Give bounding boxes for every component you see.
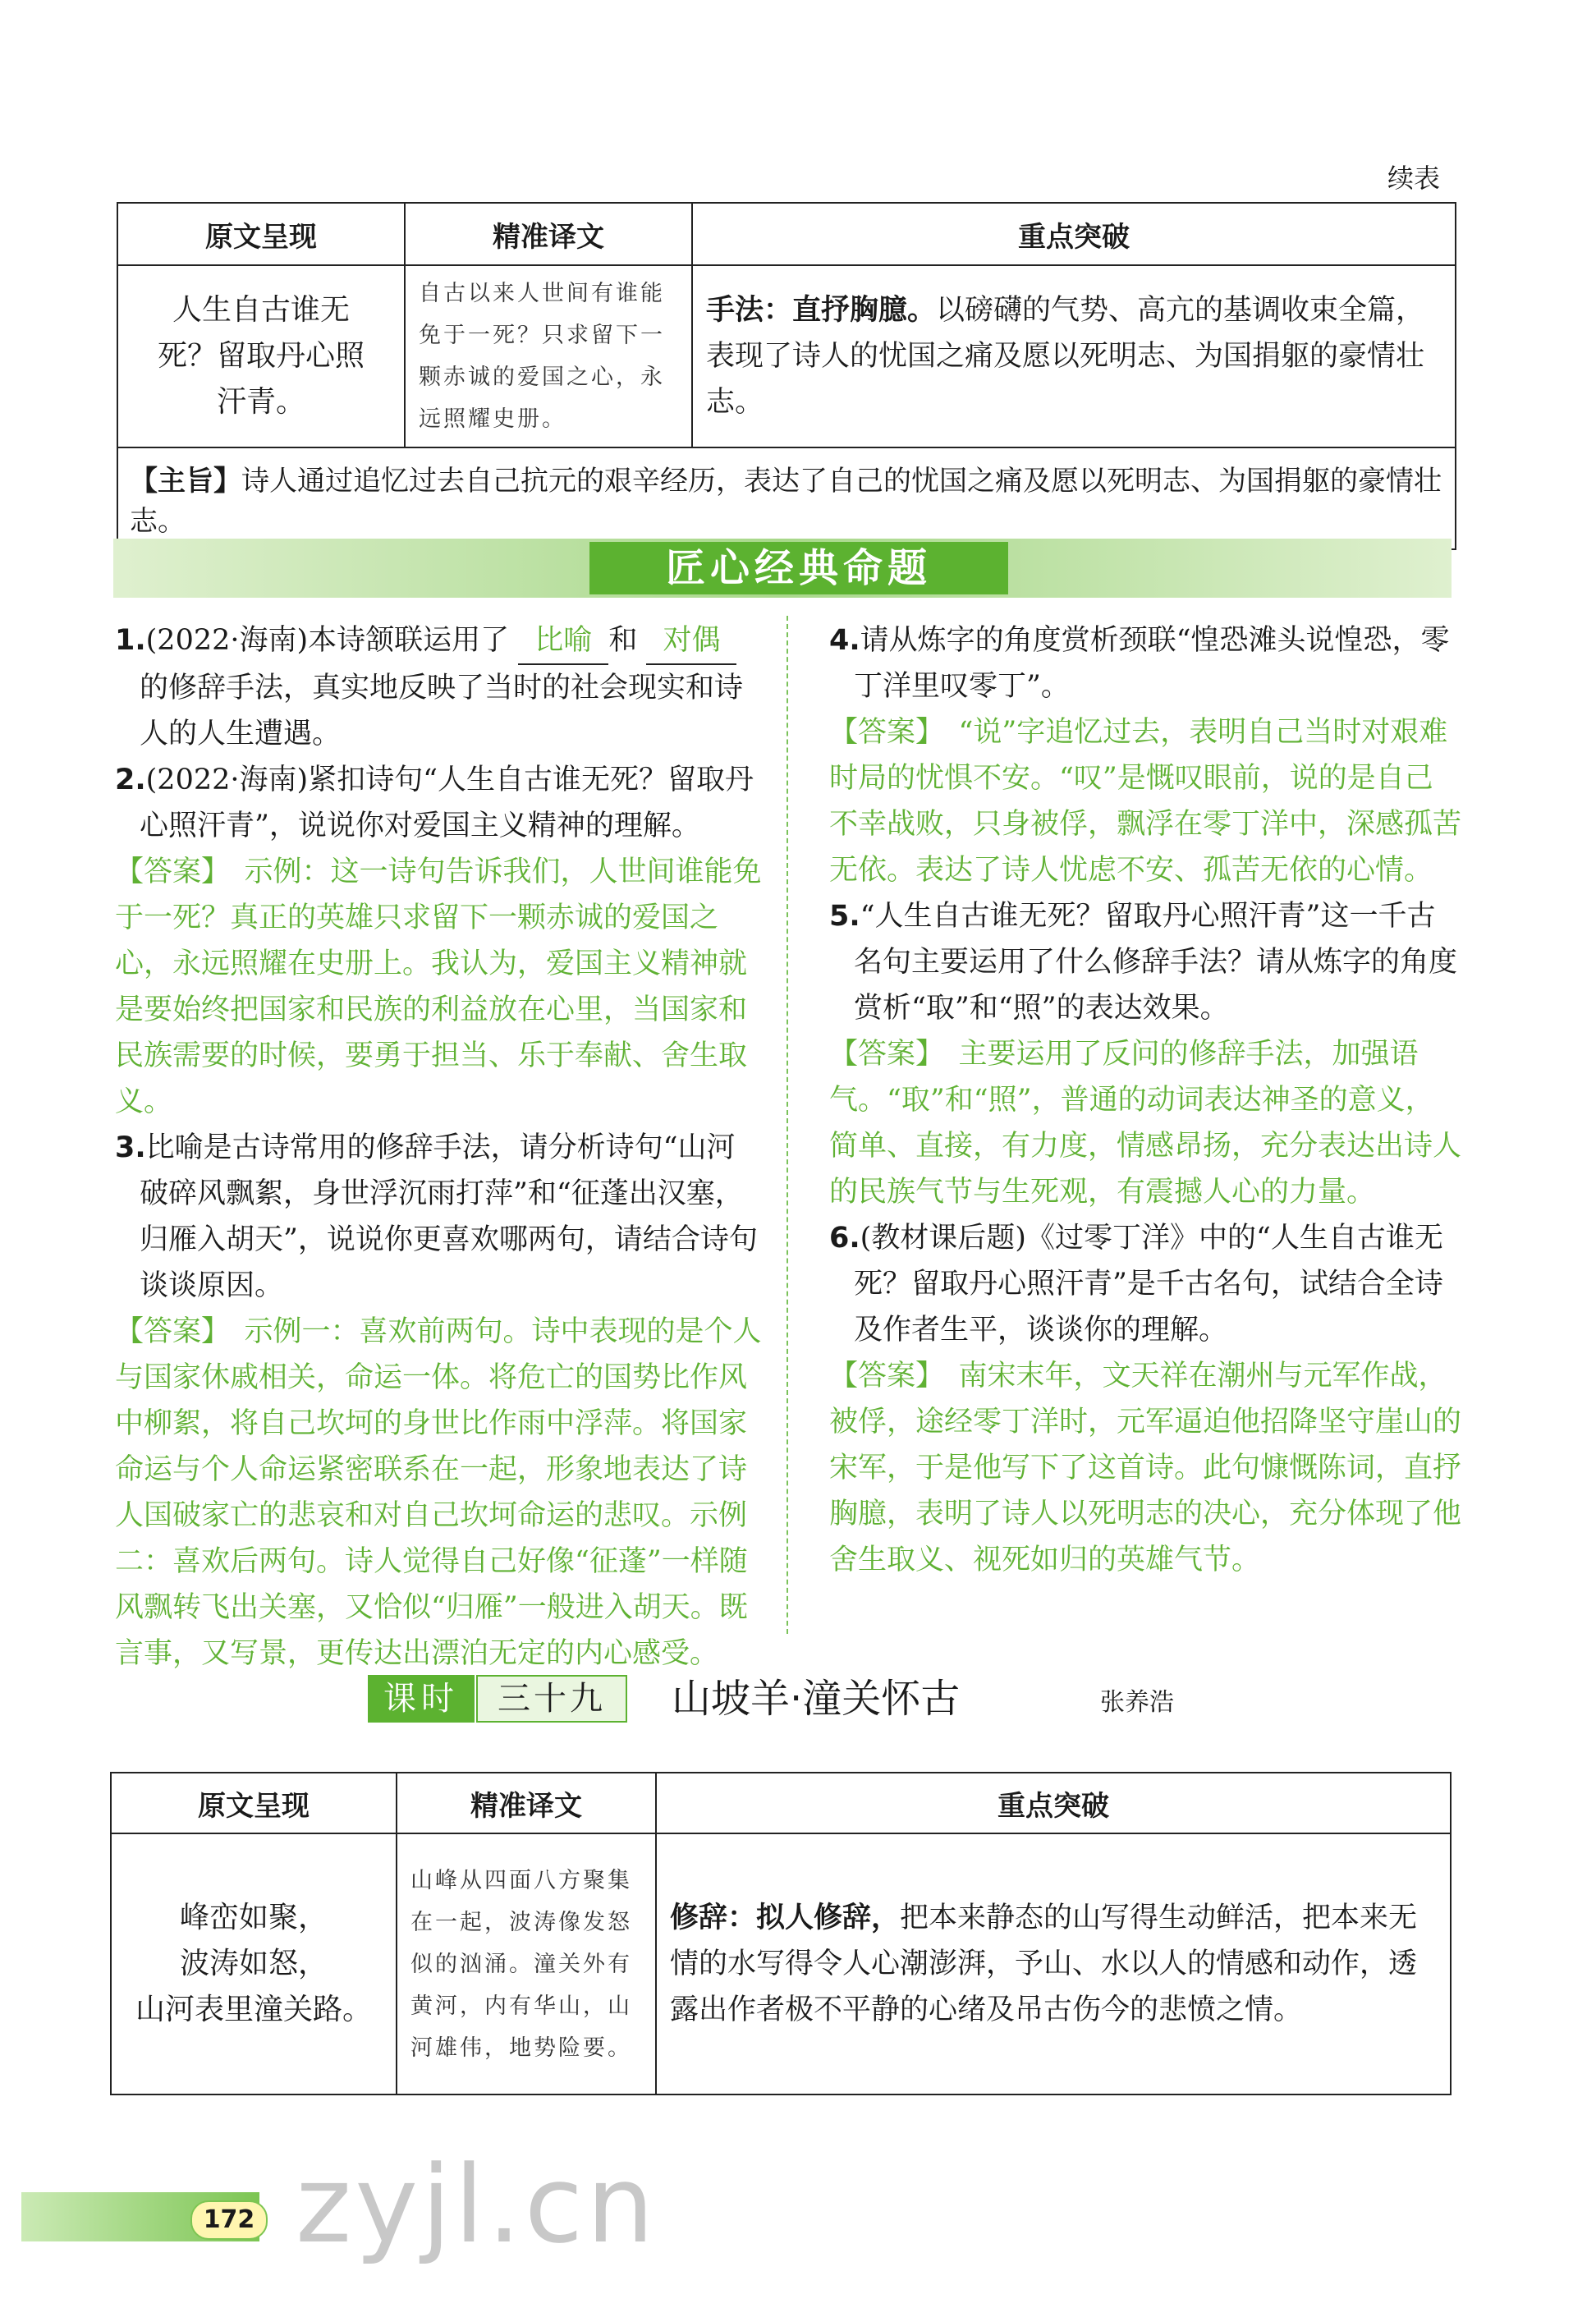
table2-header-translation: 精准译文	[397, 1773, 656, 1833]
table2-original	[111, 1833, 397, 2094]
table1-translation: 自古以来人世间有谁能免于一死？只求留下一颗赤诚的爱国之心，永远照耀史册。	[405, 265, 692, 447]
watermark: zyjl.cn	[296, 2142, 658, 2267]
table1-theme	[117, 447, 1456, 549]
table2-translation: 山峰从四面八方聚集在一起，波涛像发怒似的汹涌。潼关外有黄河，内有华山，山河雄伟，地势险要。	[397, 1833, 656, 2094]
theme-text: 诗人通过追忆过去自己抗元的艰辛经历，表达了自己的忧国之痛及愿以死明志、为国捐躯的豪情壮志。	[130, 465, 1442, 538]
answer-blank-2: 对偶	[646, 617, 736, 665]
lesson-label: 课时	[368, 1675, 475, 1723]
answer-2: 【答案】 示例：这一诗句告诉我们，人世间谁能免于一死？真正的英雄只求留下一颗赤诚的爱国之心，永远照耀在史册上。我认为，爱国主义精神就是要始终把国家和民族的利益放在心里，当国家和民族需要的时候，要勇于担当、乐于奉献、舍生取义。	[115, 856, 762, 1118]
question-6-number: 6.	[829, 1222, 860, 1255]
table2-original-line-3: 山河表里潼关路。	[135, 1993, 372, 2026]
question-3-text: 比喻是古诗常用的修辞手法，请分析诗句“山河破碎风飘絮，身世浮沉雨打萍”和“征蓬出汉塞，归雁入胡天”，说说你更喜欢哪两句，请结合诗句谈谈原因。	[140, 1131, 758, 1302]
question-4-number: 4.	[829, 624, 860, 657]
question-6-text: (教材课后题)《过零丁洋》中的“人生自古谁无死？留取丹心照汗青”是千古名句，试结合全诗及作者生平，谈谈你的理解。	[854, 1222, 1443, 1347]
table2-original-line-2: 波涛如怒，	[179, 1947, 328, 1980]
table2-original-line-1: 峰峦如聚，	[179, 1901, 328, 1934]
question-3	[115, 1125, 764, 1309]
table1-focus-label: 手法：直抒胸臆。	[706, 294, 937, 327]
question-1	[115, 617, 764, 757]
table1-focus	[692, 265, 1456, 447]
table2-header-original: 原文呈现	[111, 1773, 397, 1833]
question-1-number: 1.	[115, 624, 146, 657]
lesson-author: 张养浩	[1100, 1688, 1174, 1717]
answer-6: 【答案】 南宋末年，文天祥在潮州与元军作战，被俘，途经零丁洋时，元军逼迫他招降坚守崖山的宋军，于是他写下了这首诗。此句慷慨陈词，直抒胸臆，表明了诗人以死明志的决心，充分体现了他舍生取义、视死如归的英雄气节。	[829, 1360, 1462, 1576]
question-2	[115, 757, 764, 849]
table2-header-focus: 重点突破	[656, 1773, 1451, 1833]
theme-label: 【主旨】	[130, 465, 241, 498]
table2-focus-label: 修辞：拟人修辞，	[670, 1902, 901, 1934]
question-1-text-b: 和	[608, 624, 638, 657]
table1-original: 人生自古谁无死？留取丹心照汗青。	[117, 265, 405, 447]
left-column	[115, 617, 764, 1677]
table1-header-original: 原文呈现	[117, 203, 405, 265]
table1-focus-text: 以磅礴的气势、高亢的基调收束全篇，表现了诗人的忧国之痛及愿以死明志、为国捐躯的豪情壮志。	[706, 294, 1425, 419]
poem-table-2	[110, 1772, 1452, 2095]
answer-blank-1: 比喻	[518, 617, 608, 665]
question-6	[829, 1215, 1461, 1353]
question-2-number: 2.	[115, 764, 146, 796]
table2-focus-text: 把本来静态的山写得生动鲜活，把本来无情的水写得令人心潮澎湃，予山、水以人的情感和动作，透露出作者极不平静的心绪及吊古伤今的悲愤之情。	[670, 1902, 1418, 2026]
poem-table-1	[117, 202, 1456, 550]
answer-3: 【答案】 示例一：喜欢前两句。诗中表现的是个人与国家休戚相关，命运一体。将危亡的国势比作风中柳絮，将自己坎坷的身世比作雨中浮萍。将国家命运与个人命运紧密联系在一起，形象地表达了诗人国破家亡的悲哀和对自己坎坷命运的悲叹。示例二：喜欢后两句。诗人觉得自己好像“征蓬”一样随风飘转飞出关塞，又恰似“归雁”一般进入胡天。既言事，又写景，更传达出漂泊无定的内心感受。	[115, 1315, 762, 1670]
table1-header-translation: 精准译文	[405, 203, 692, 265]
question-4	[829, 617, 1461, 709]
table1-header-focus: 重点突破	[692, 203, 1456, 265]
question-4-text: 请从炼字的角度赏析颈联“惶恐滩头说惶恐，零丁洋里叹零丁”。	[854, 624, 1450, 703]
question-2-text: (2022·海南)紧扣诗句“人生自古谁无死？留取丹心照汗青”，说说你对爱国主义精神的理解。	[140, 764, 754, 842]
right-column	[829, 617, 1461, 1583]
section-banner	[113, 539, 1452, 598]
question-5-text: “人生自古谁无死？留取丹心照汗青”这一千古名句主要运用了什么修辞手法？请从炼字的角度赏析“取”和“照”的表达效果。	[854, 900, 1458, 1025]
column-divider	[787, 616, 788, 1634]
answer-5: 【答案】 主要运用了反问的修辞手法，加强语气。“取”和“照”，普通的动词表达神圣的意义，简单、直接，有力度，情感昂扬，充分表达出诗人的民族气节与生死观，有震撼人心的力量。	[829, 1038, 1462, 1209]
section-banner-title: 匠心经典命题	[589, 542, 1008, 594]
answer-4: 【答案】 “说”字追忆过去，表明自己当时对艰难时局的忧惧不安。“叹”是慨叹眼前，说的是自己不幸战败，只身被俘，飘浮在零丁洋中，深感孤苦无依。表达了诗人忧虑不安、孤苦无依的心情。	[829, 716, 1462, 887]
table2-focus	[656, 1833, 1451, 2094]
question-1-text-a: (2022·海南)本诗颔联运用了	[145, 624, 510, 657]
page-number: 172	[190, 2200, 268, 2240]
question-5-number: 5.	[829, 900, 860, 933]
lesson-number: 三十九	[476, 1675, 627, 1723]
continued-label: 续表	[1387, 163, 1440, 194]
question-3-number: 3.	[115, 1131, 146, 1164]
lesson-title: 山坡羊·潼关怀古	[672, 1676, 961, 1722]
question-1-text-c: 的修辞手法，真实地反映了当时的社会现实和诗人的人生遭遇。	[140, 672, 744, 750]
question-5	[829, 893, 1461, 1031]
